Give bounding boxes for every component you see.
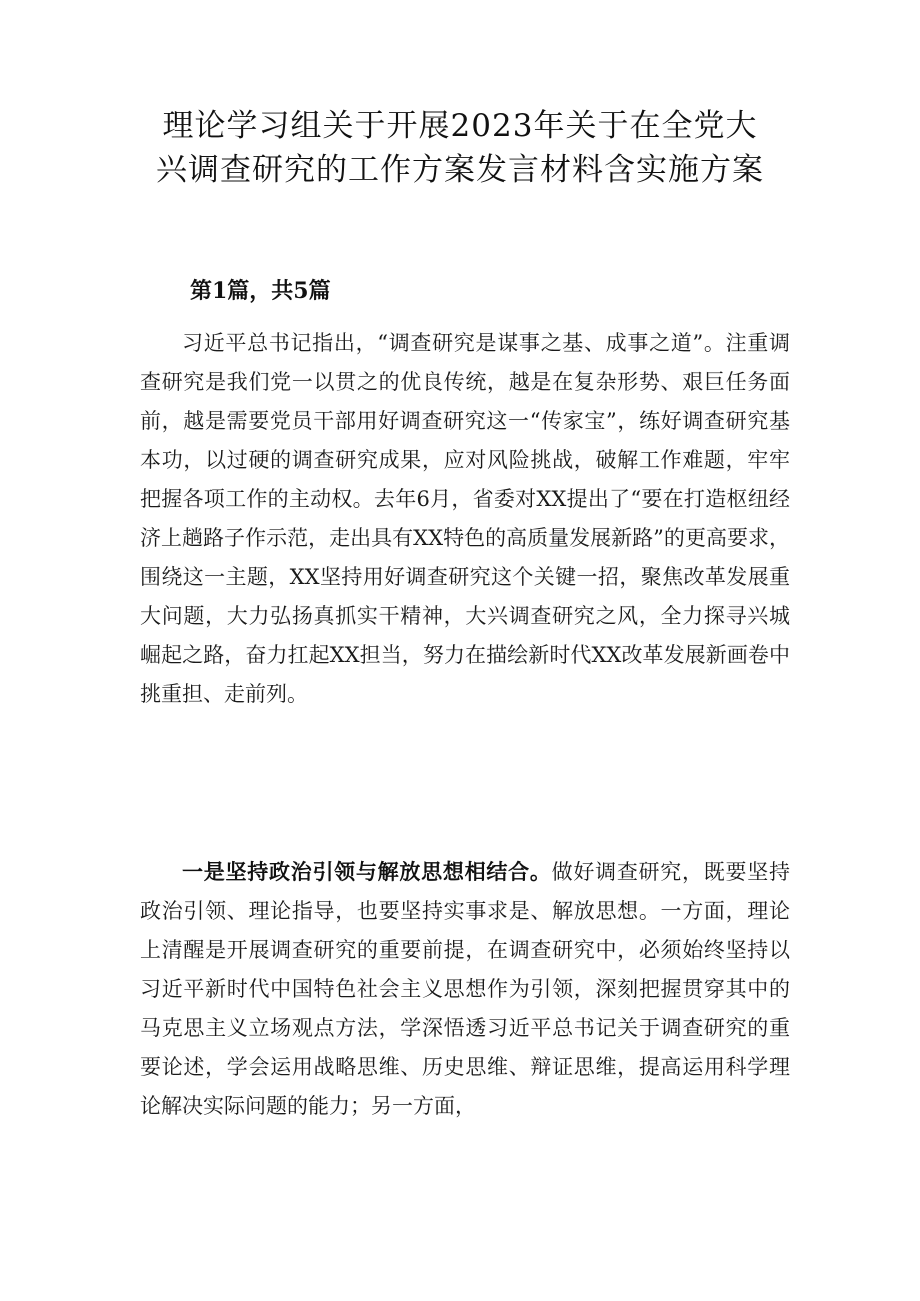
body-paragraph (140, 324, 790, 714)
paragraph-lead-heading: 一是坚持政治引领与解放思想相结合。 (182, 859, 552, 884)
body-paragraph (140, 852, 790, 1126)
document-title: 理论学习组关于开展2023年关于在全党大兴调查研究的工作方案发言材料含实施方案 (156, 108, 764, 188)
section-label: 第1篇，共5篇 (190, 278, 331, 304)
paragraph-body-text: 习近平总书记指出，“调查研究是谋事之基、成事之道”。注重调查研究是我们党一以贯之的优良传统，越是在复杂形势、艰巨任务面前，越是需要党员干部用好调查研究这一“传家宝”，练好调查研究基本功，以过硬的调查研究成果，应对风险挑战，破解工作难题，牢牢把握各项工作的主动权。去年6月，省委对XX提出了“要在打造枢纽经济上趟路子作示范，走出具有XX特色的高质量发展新路”的更高要求，围绕这一主题，XX坚持用好调查研究这个关键一招，聚焦改革发展重大问题，大力弘扬真抓实干精神，大兴调查研究之风，全力探寻兴城崛起之路，奋力扛起XX担当，努力在描绘新时代XX改革发展新画卷中挑重担、走前列。 (140, 331, 790, 706)
paragraph-body-text: 做好调查研究，既要坚持政治引领、理论指导，也要坚持实事求是、解放思想。一方面，理论上清醒是开展调查研究的重要前提，在调查研究中，必须始终坚持以习近平新时代中国特色社会主义思想作为引领，深刻把握贯穿其中的马克思主义立场观点方法，学深悟透习近平总书记关于调查研究的重要论述，学会运用战略思维、历史思维、辩证思维，提高运用科学理论解决实际问题的能力；另一方面， (140, 860, 791, 1118)
